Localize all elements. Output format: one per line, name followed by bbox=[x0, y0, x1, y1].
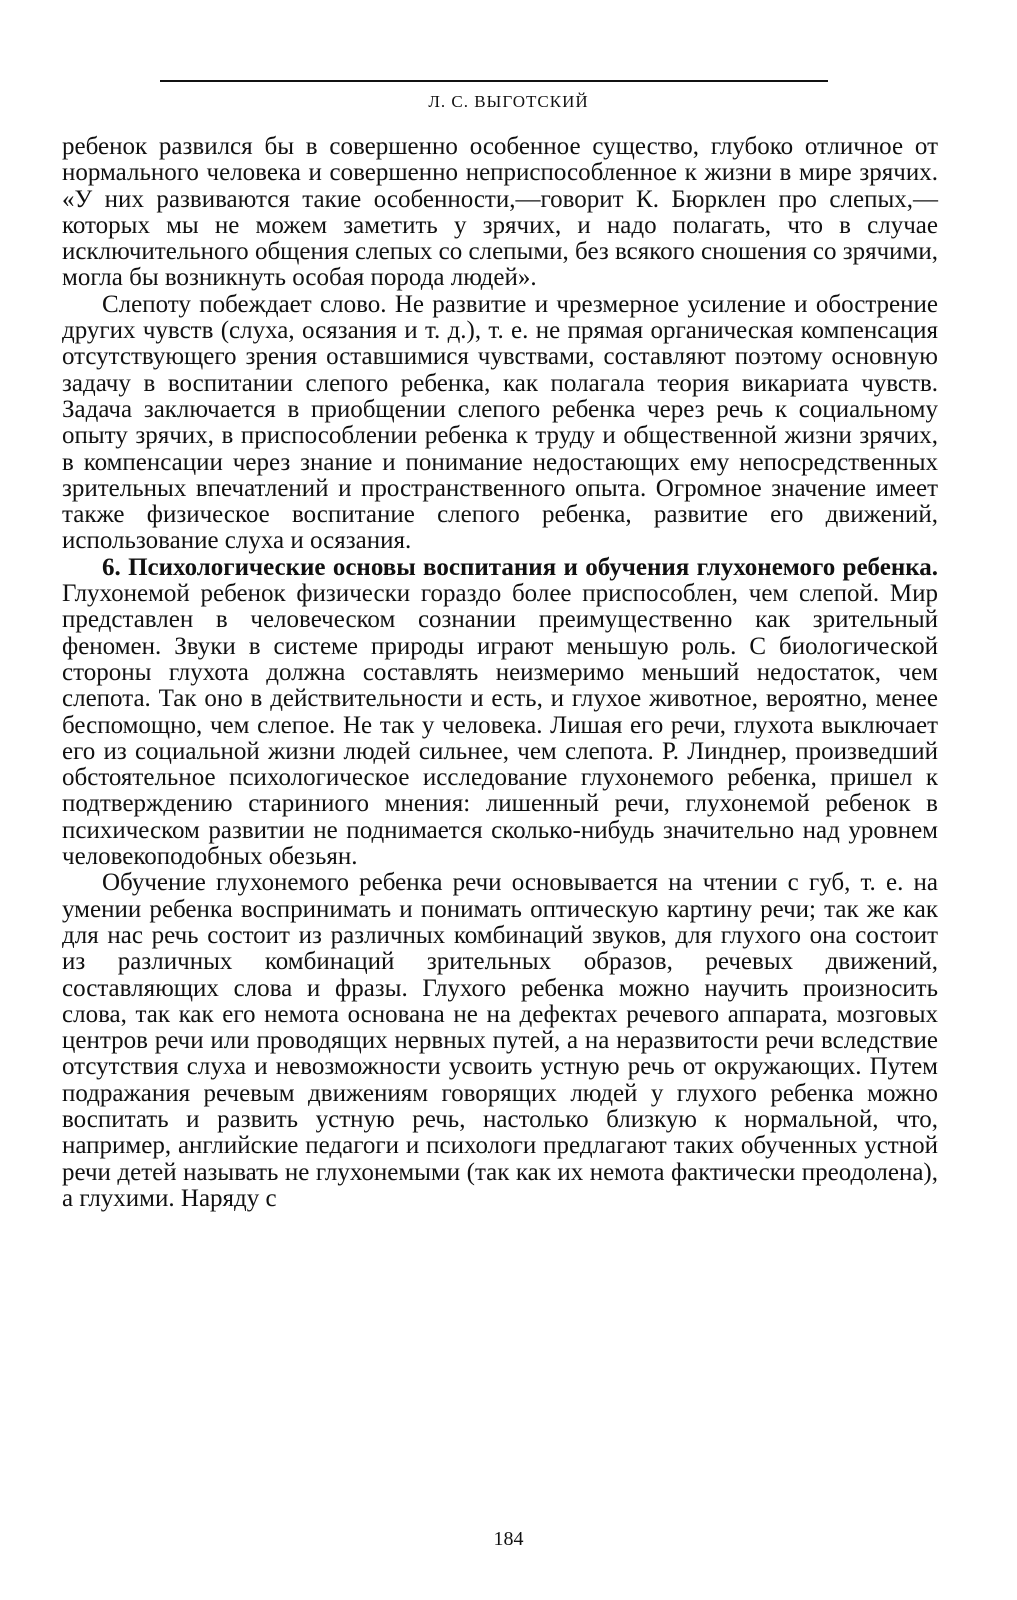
paragraph-continuation: ребенок развился бы в совершенно особенное существо, глубоко отличное от нормального человека и совершенно неприспособленное к жизни в мире зрячих. «У них развиваются такие особенности,—говорит К. Бюрклен про слепых,—которых мы не можем заметить у зрячих, и надо полагать, что в случае исключительного общения слепых со слепыми, без всякого сношения со зрячими, могла бы возникнуть особая порода людей». bbox=[62, 133, 938, 292]
running-head: Л. С. ВЫГОТСКИЙ bbox=[428, 92, 589, 111]
body-text bbox=[62, 134, 938, 1212]
paragraph-lip-reading: Обучение глухонемого ребенка речи основывается на чтении с губ, т. е. на умении ребенка воспринимать и понимать оптическую картину речи; так же как для нас речь состоит из различных комбинаций звуков, для глухого она состоит из различных комбинаций зрительных образов, речевых движений, составляющих слова и фразы. Глухого ребенка можно научить произносить слова, так как его немота основана не на дефектах речевого аппарата, мозговых центров речи или проводящих нервных путей, а на неразвитости речи вследствие отсутствия слуха и невозможности усвоить устную речь от окружающих. Путем подражания речевым движениям говорящих людей у глухого ребенка можно воспитать и развить устную речь, настолько близкую к нормальной, что, например, английские педагоги и психологи предлагают таких обученных устной речи детей называть не глухонемыми (так как их немота фактически преодолена), а глухими. Наряду с bbox=[62, 869, 938, 1212]
section-6-text: Глухонемой ребенок физически гораздо более приспособлен, чем слепой. Мир представлен в человеческом сознании преимущественно как зрительный феномен. Звуки в системе природы играют меньшую роль. С биологической стороны глухота должна составлять неизмеримо меньший недостаток, чем слепота. Так оно в действительности и есть, и глухое животное, вероятно, менее беспомощно, чем слепое. Не так у человека. Лишая его речи, глухота выключает его из социальной жизни людей сильнее, чем слепота. Р. Линднер, произведший обстоятельное психологическое исследование глухонемого ребенка, пришел к подтверждению стариниого мнения: лишенный речи, глухонемой ребенок в психическом развитии не поднимается сколько-нибудь значительно над уровнем человекоподобных обезьян. bbox=[62, 580, 938, 871]
header-rule bbox=[160, 80, 828, 82]
page-number: 184 bbox=[493, 1528, 524, 1550]
paragraph-section-6 bbox=[62, 555, 938, 871]
paragraph-blindness: Слепоту побеждает слово. Не развитие и чрезмерное усиление и обострение других чувств (слуха, осязания и т. д.), т. е. не прямая органическая компенсация отсутствующего зрения оставшимися чувствами, составляют поэтому основную задачу в воспитании слепого ребенка, как полагала теория викариата чувств. Задача заключается в приобщении слепого ребенка через речь к социальному опыту зрячих, в приспособлении ребенка к труду и общественной жизни зрячих, в компенсации через знание и понимание недостающих ему непосредственных зрительных впечатлений и пространственного опыта. Огромное значение имеет также физическое воспитание слепого ребенка, развитие его движений, использование слуха и осязания. bbox=[62, 290, 938, 555]
section-heading: 6. Психологические основы воспитания и обучения глухонемого ребенка. bbox=[102, 553, 938, 581]
